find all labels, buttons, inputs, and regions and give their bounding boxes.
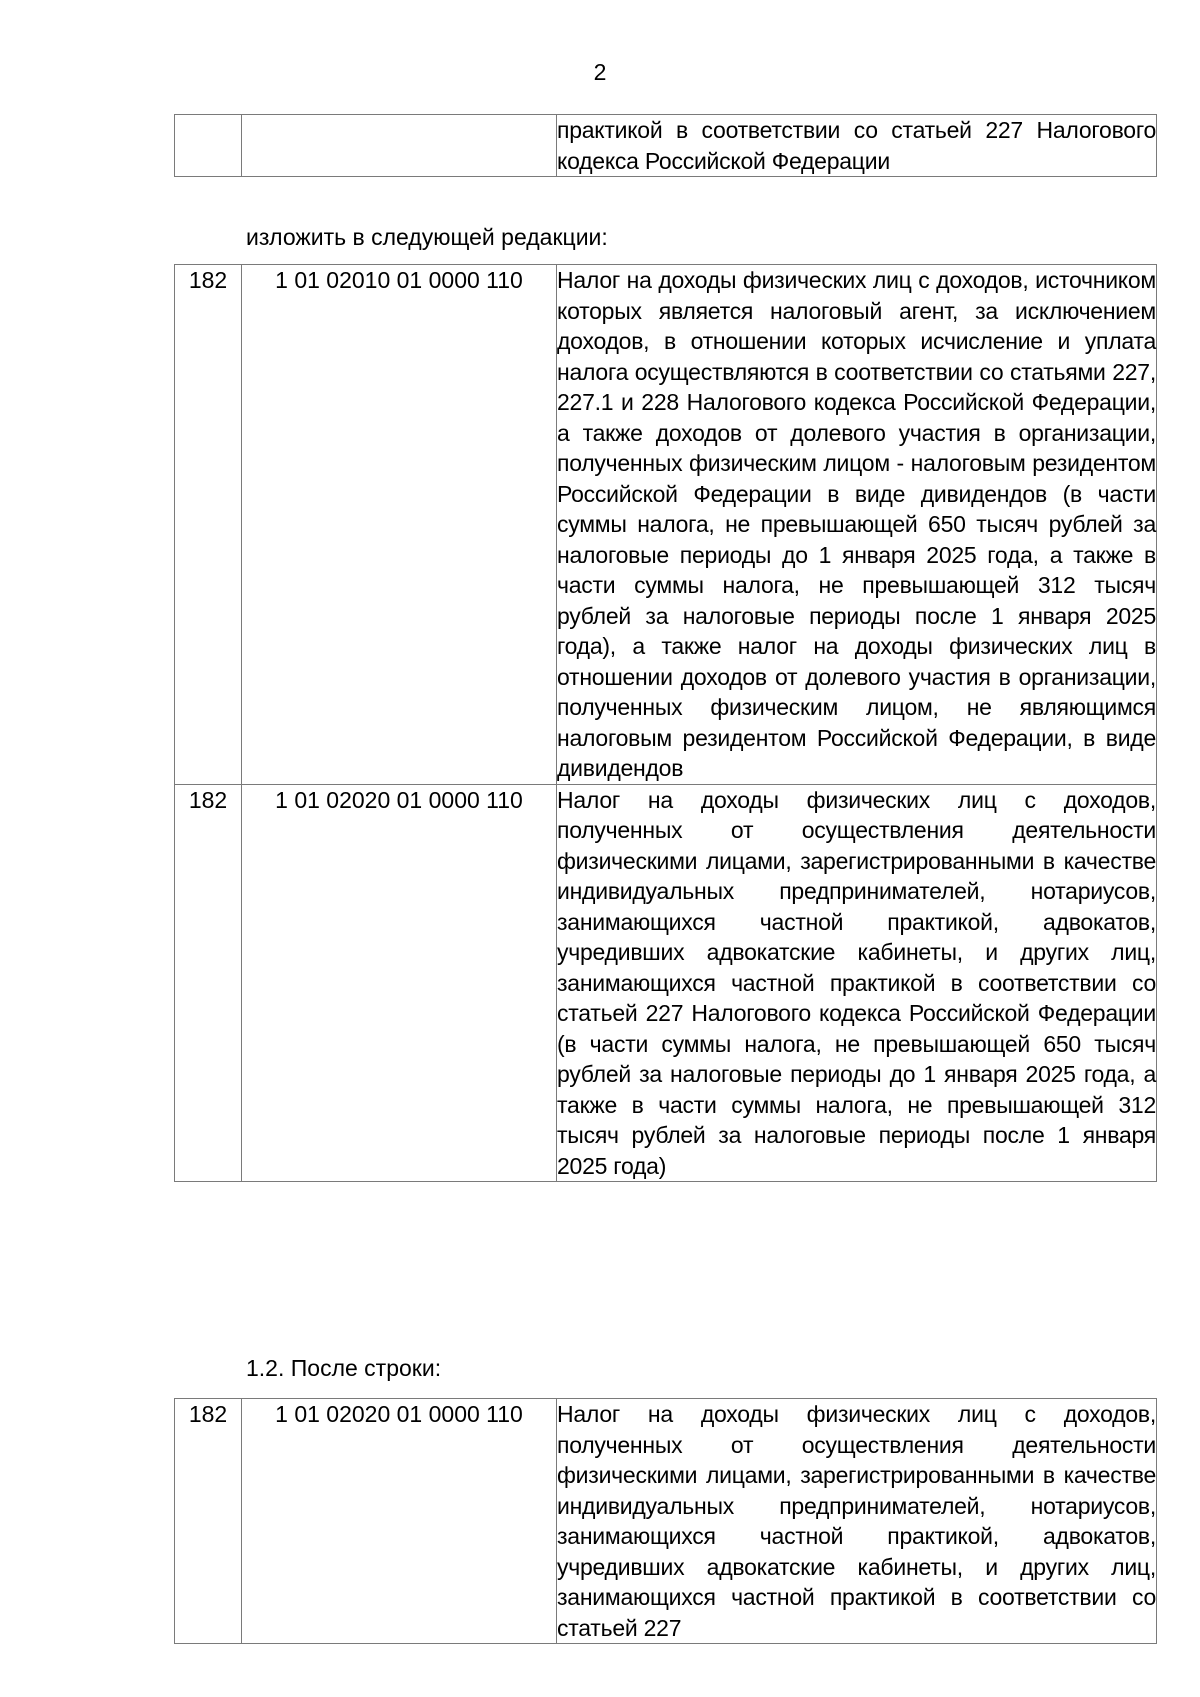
table-row — [175, 1399, 1157, 1644]
admin-code-cell: 182 — [175, 265, 242, 785]
table-row — [175, 115, 1157, 177]
table-after-row — [174, 1398, 1157, 1644]
table-row — [175, 265, 1157, 785]
admin-code-cell: 182 — [175, 1399, 242, 1644]
description-cell: Налог на доходы физических лиц с доходов, полученных от осуществления деятельности физическими лицами, зарегистрированными в качестве индивидуальных предпринимателей, нотариусов, занимающихся частной практикой, адвокатов, учредивших адвокатские кабинеты, и других лиц, занимающихся частной практикой в соответствии со статьей 227 — [557, 1399, 1157, 1644]
budget-code-cell — [242, 115, 557, 177]
budget-code-cell: 1 01 02020 01 0000 110 — [242, 784, 557, 1182]
page-number: 2 — [593, 59, 607, 85]
instruction-paragraph: изложить в следующей редакции: — [246, 224, 608, 250]
description-cell: практикой в соответствии со статьей 227 Налогового кодекса Российской Федерации — [557, 115, 1157, 177]
instruction-paragraph: 1.2. После строки: — [246, 1355, 442, 1381]
admin-code-cell — [175, 115, 242, 177]
table-top-continuation — [174, 114, 1157, 177]
table-new-edition — [174, 264, 1157, 1182]
table-row — [175, 784, 1157, 1182]
description-cell: Налог на доходы физических лиц с доходов, полученных от осуществления деятельности физическими лицами, зарегистрированными в качестве индивидуальных предпринимателей, нотариусов, занимающихся частной практикой, адвокатов, учредивших адвокатские кабинеты, и других лиц, занимающихся частной практикой в соответствии со статьей 227 Налогового кодекса Российской Федерации (в части суммы налога, не превышающей 650 тысяч рублей за налоговые периоды до 1 января 2025 года, а также в части суммы налога, не превышающей 312 тысяч рублей за налоговые периоды после 1 января 2025 года) — [557, 784, 1157, 1182]
budget-code-cell: 1 01 02020 01 0000 110 — [242, 1399, 557, 1644]
admin-code-cell: 182 — [175, 784, 242, 1182]
budget-code-cell: 1 01 02010 01 0000 110 — [242, 265, 557, 785]
description-cell: Налог на доходы физических лиц с доходов, источником которых является налоговый агент, за исключением доходов, в отношении которых исчисление и уплата налога осуществляются в соответствии со статьями 227, 227.1 и 228 Налогового кодекса Российской Федерации, а также доходов от долевого участия в организации, полученных физическим лицом - налоговым резидентом Российской Федерации в виде дивидендов (в части суммы налога, не превышающей 650 тысяч рублей за налоговые периоды до 1 января 2025 года, а также в части суммы налога, не превышающей 312 тысяч рублей за налоговые периоды после 1 января 2025 года), а также налог на доходы физических лиц в отношении доходов от долевого участия в организации, полученных физическим лицом, не являющимся налоговым резидентом Российской Федерации, в виде дивидендов — [557, 265, 1157, 785]
